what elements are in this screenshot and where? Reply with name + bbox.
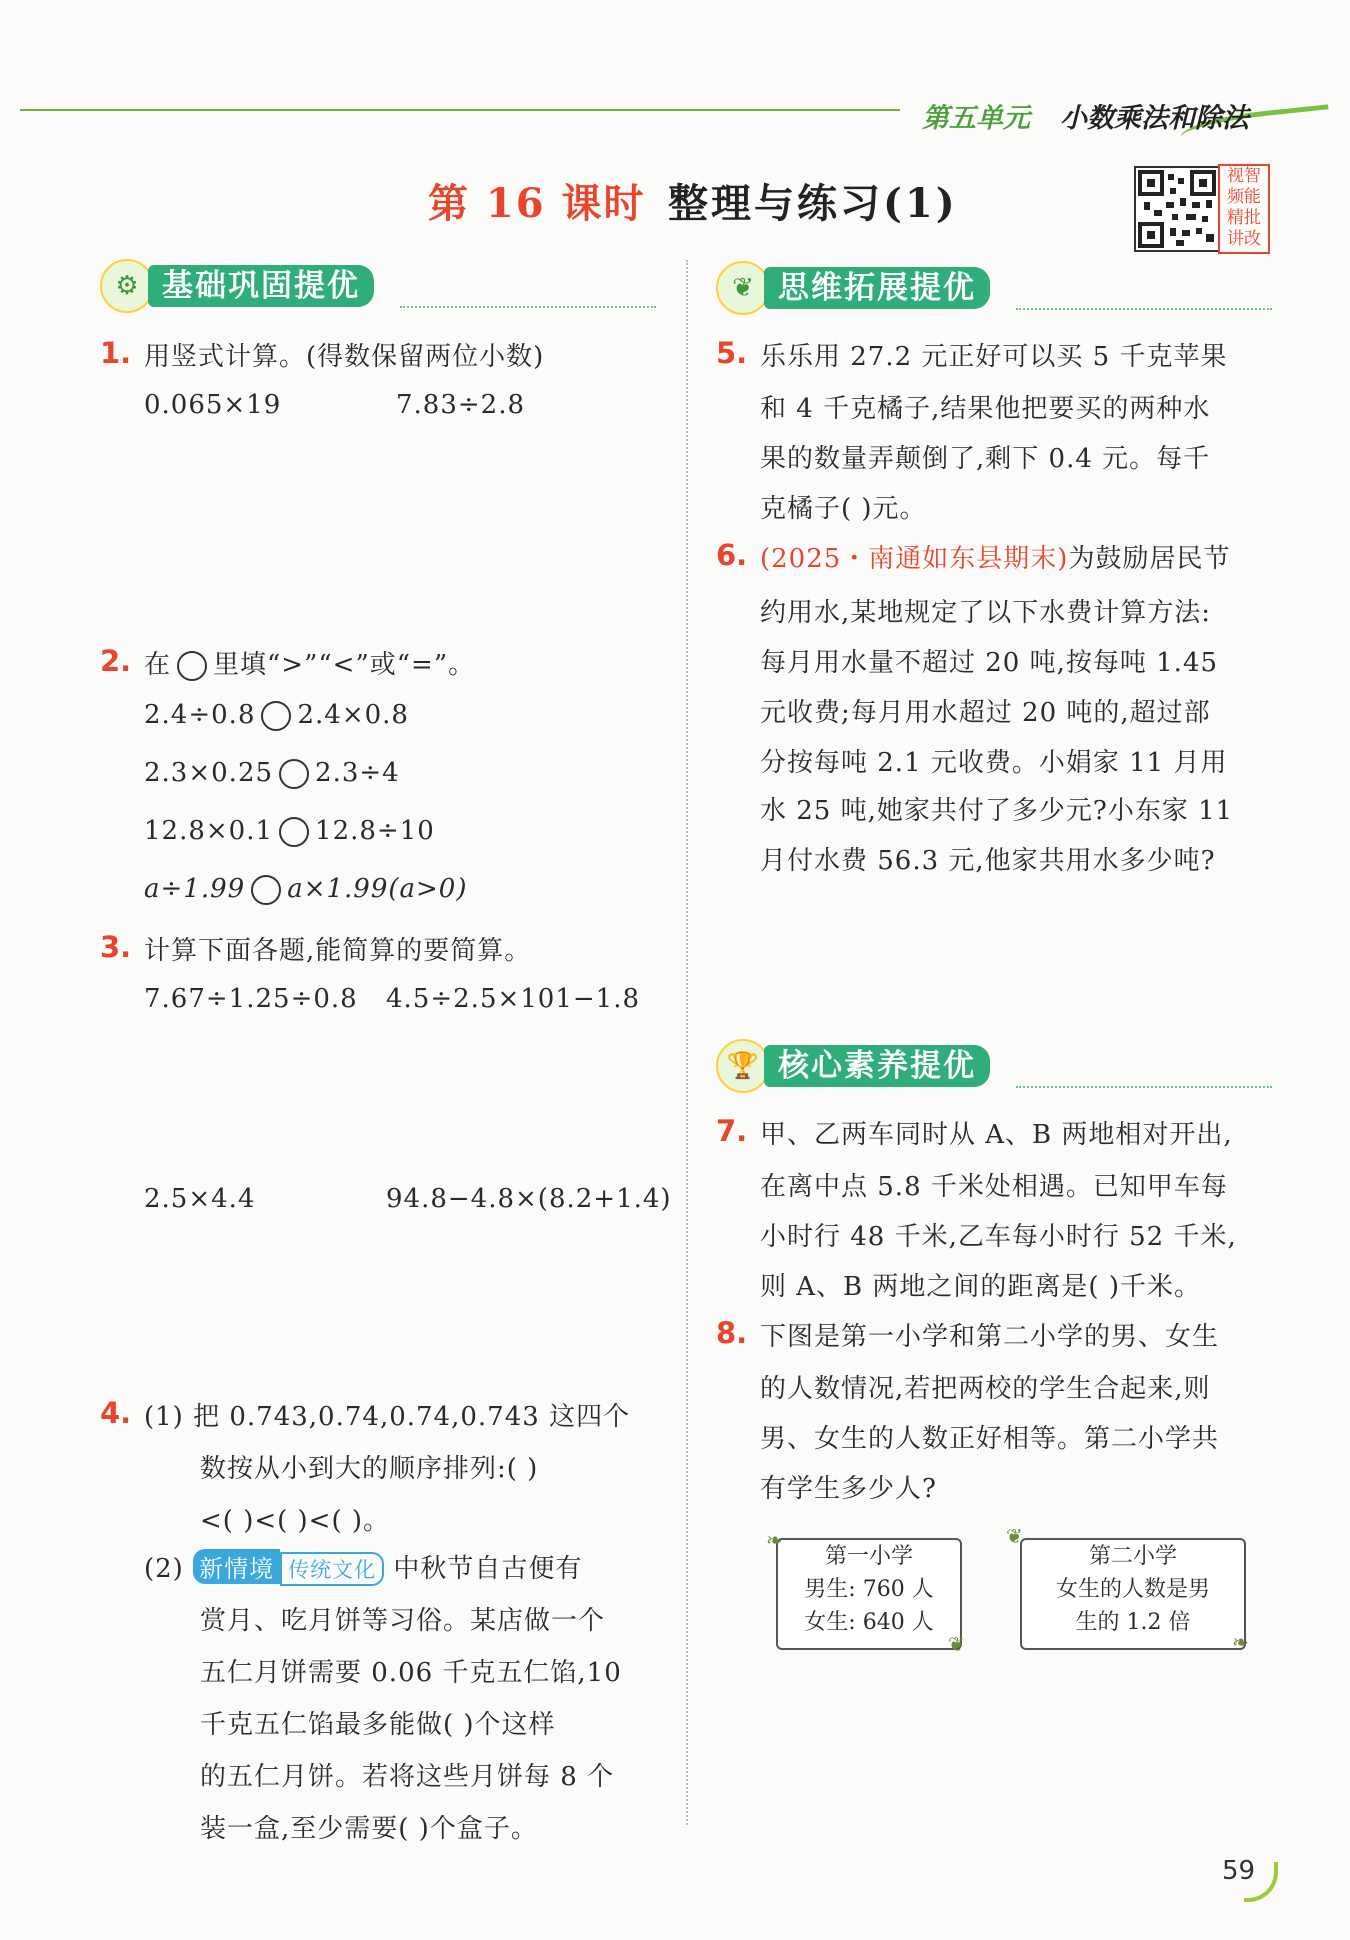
q4-part1-line: 数按从小到大的顺序排列:( ) xyxy=(200,1454,539,1484)
q2-row: 2.3×0.25 2.3÷4 xyxy=(144,758,400,788)
q8-line: 的人数情况,若把两校的学生合起来,则 xyxy=(760,1374,1211,1404)
q3-expr-c: 2.5×4.4 xyxy=(144,1184,256,1214)
culture-tag: 传统文化 xyxy=(280,1552,384,1586)
section-underline xyxy=(1016,1086,1272,1088)
q1-expr-a: 0.065×19 xyxy=(144,390,282,420)
q8-line: 有学生多少人? xyxy=(760,1474,937,1504)
page-number: 59 xyxy=(1222,1856,1256,1886)
q3-number: 3. xyxy=(100,930,132,964)
q2-text: 在 里填“>”“<”或“=”。 xyxy=(144,650,476,680)
compare-circle xyxy=(177,651,207,681)
q5-number: 5. xyxy=(716,336,748,370)
school2-line: 女生的人数是男 xyxy=(1055,1577,1210,1602)
q5-line: 克橘子( )元。 xyxy=(760,494,927,524)
q8-line: 下图是第一小学和第二小学的男、女生 xyxy=(760,1322,1220,1352)
q4-number: 4. xyxy=(100,1396,132,1430)
q6-line: 月付水费 56.3 元,他家共用水多少吨? xyxy=(760,846,1216,876)
q5-line: 果的数量弄颠倒了,剩下 0.4 元。每千 xyxy=(760,444,1211,474)
q6-line: 水 25 吨,她家共付了多少元?小东家 11 xyxy=(760,796,1234,826)
q2-row: 12.8×0.1 12.8÷10 xyxy=(144,816,435,846)
school2-title: 第二小学 xyxy=(1088,1544,1177,1569)
vine-ornament-icon: ❧ xyxy=(1232,1630,1249,1654)
q1-text: 用竖式计算。(得数保留两位小数) xyxy=(144,342,545,372)
q3-expr-a: 7.67÷1.25÷0.8 xyxy=(144,984,358,1014)
q7-line: 在离中点 5.8 千米处相遇。已知甲车每 xyxy=(760,1172,1228,1202)
q6-first-line: (2025・南通如东县期末)为鼓励居民节 xyxy=(760,544,1231,574)
q6-number: 6. xyxy=(716,538,748,572)
page-swoosh xyxy=(1244,1862,1278,1902)
q4-part1-line: (1) 把 0.743,0.74,0.74,0.743 这四个 xyxy=(144,1402,631,1432)
school1-card xyxy=(776,1538,962,1650)
q4-part2-line: 装一盒,至少需要( )个盒子。 xyxy=(200,1814,538,1844)
vine-ornament-icon: ❦ xyxy=(1006,1524,1023,1548)
section-underline xyxy=(1016,308,1272,310)
q4-part2-line: 的五仁月饼。若将这些月饼每 8 个 xyxy=(200,1762,615,1792)
q3-expr-b: 4.5÷2.5×101−1.8 xyxy=(386,984,641,1014)
q5-line: 和 4 千克橘子,结果他把要买的两种水 xyxy=(760,394,1211,424)
q7-number: 7. xyxy=(716,1114,748,1148)
sprout-icon: ❦ xyxy=(716,261,770,315)
q4-part1-line: <( )<( )<( )。 xyxy=(200,1506,391,1536)
q8-line: 男、女生的人数正好相等。第二小学共 xyxy=(760,1424,1220,1454)
school1-boys: 男生: 760 人 xyxy=(804,1577,934,1602)
q1-expr-b: 7.83÷2.8 xyxy=(396,390,526,420)
unit-label: 第五单元 xyxy=(922,103,1030,134)
section-basic-label: 基础巩固提优 xyxy=(148,265,374,307)
answer-circle[interactable] xyxy=(279,817,309,847)
q6-source: (2025・南通如东县期末) xyxy=(760,544,1069,574)
answer-circle[interactable] xyxy=(279,759,309,789)
lesson-title: 整理与练习(1) xyxy=(668,180,958,227)
q6-line: 分按每吨 2.1 元收费。小娟家 11 月用 xyxy=(760,748,1228,778)
q7-line: 甲、乙两车同时从 A、B 两地相对开出, xyxy=(760,1120,1233,1150)
section-core-label: 核心素养提优 xyxy=(764,1045,990,1087)
section-basic xyxy=(100,264,374,308)
q1-number: 1. xyxy=(100,336,132,370)
q4-part2-line: (2) 新情境 传统文化 中秋节自古便有 xyxy=(144,1548,582,1586)
answer-circle[interactable] xyxy=(261,701,291,731)
school1-girls: 女生: 640 人 xyxy=(804,1610,934,1635)
vine-ornament-icon: ❧ xyxy=(766,1528,783,1552)
section-underline xyxy=(400,306,656,308)
answer-circle[interactable] xyxy=(251,875,281,905)
q3-text: 计算下面各题,能简算的要简算。 xyxy=(144,936,532,966)
q3-expr-d: 94.8−4.8×(8.2+1.4) xyxy=(386,1184,672,1214)
q2-row: a÷1.99 a×1.99(a>0) xyxy=(144,874,468,904)
q6-line: 约用水,某地规定了以下水费计算方法: xyxy=(760,598,1212,628)
new-context-tag: 新情境 xyxy=(193,1549,280,1584)
trophy-icon: 🏆 xyxy=(716,1039,770,1093)
q6-line: 每月用水量不超过 20 吨,按每吨 1.45 xyxy=(760,648,1219,678)
q6-line: 元收费;每月用水超过 20 吨的,超过部 xyxy=(760,698,1211,728)
q7-line: 小时行 48 千米,乙车每小时行 52 千米, xyxy=(760,1222,1237,1252)
topic-label: 小数乘法和除法 xyxy=(1060,103,1249,134)
q4-part2-line: 赏月、吃月饼等习俗。某店做一个 xyxy=(200,1606,606,1636)
column-divider xyxy=(686,260,688,1825)
q5-line: 乐乐用 27.2 元正好可以买 5 千克苹果 xyxy=(760,342,1228,372)
qr-tag: 视智 频能 精批 讲改 xyxy=(1218,164,1270,254)
section-thinking-label: 思维拓展提优 xyxy=(764,267,990,309)
lesson-number: 第 16 课时 xyxy=(428,180,646,227)
q4-part2-line: 五仁月饼需要 0.06 千克五仁馅,10 xyxy=(200,1658,622,1688)
header-rule xyxy=(20,109,900,111)
gear-sun-icon: ⚙ xyxy=(100,259,154,313)
q8-number: 8. xyxy=(716,1316,748,1350)
vine-ornament-icon: ❦ xyxy=(948,1632,965,1656)
school2-line: 生的 1.2 倍 xyxy=(1075,1610,1191,1635)
school1-title: 第一小学 xyxy=(824,1544,913,1569)
q2-number: 2. xyxy=(100,644,132,678)
section-core xyxy=(716,1044,990,1088)
school2-card xyxy=(1020,1538,1246,1650)
qr-code-icon[interactable] xyxy=(1134,166,1220,252)
q7-line: 则 A、B 两地之间的距离是( )千米。 xyxy=(760,1272,1201,1302)
section-thinking xyxy=(716,266,990,310)
q2-row: 2.4÷0.8 2.4×0.8 xyxy=(144,700,409,730)
q4-part2-line: 千克五仁馅最多能做( )个这样 xyxy=(200,1710,556,1740)
